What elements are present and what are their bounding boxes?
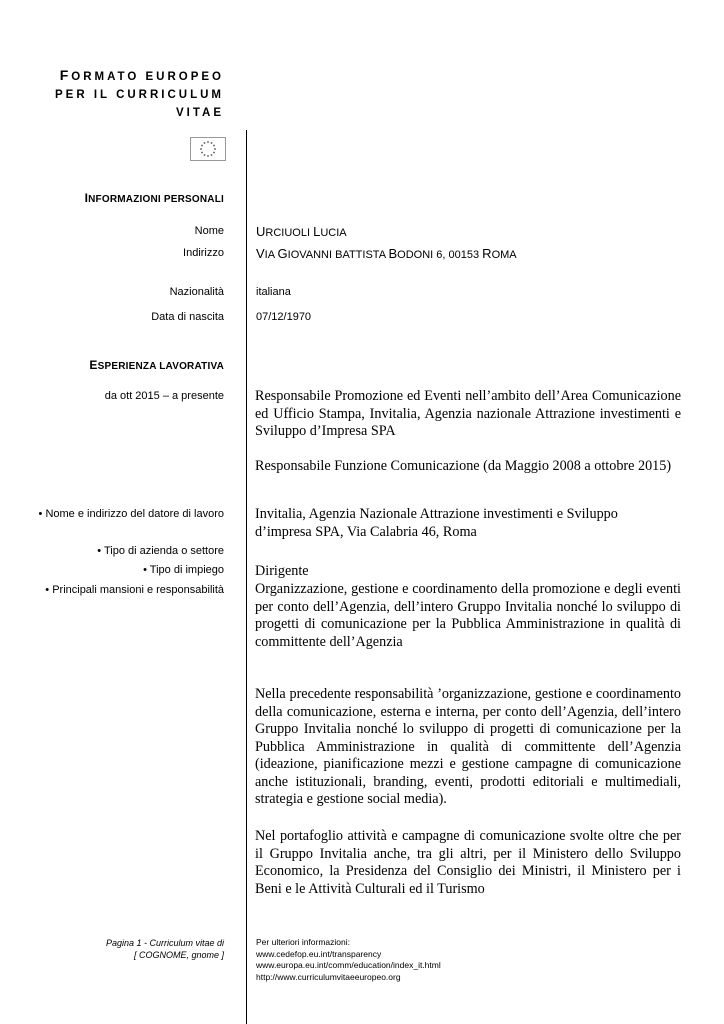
footer-link-cedefop[interactable]: www.cedefop.eu.int/transparency bbox=[256, 948, 382, 959]
footer-link-cv-europeo[interactable]: http://www.curriculumvitaeeuropeo.org bbox=[256, 971, 401, 982]
title-line-1: ORMATO EUROPEO bbox=[71, 71, 224, 83]
name-value: URCIUOLI LUCIA bbox=[256, 224, 347, 239]
footer-page-info: Pagina 1 - Curriculum vitae di [ COGNOME, gnome ] bbox=[105, 938, 224, 960]
section-personal-info: INFORMAZIONI PERSONALI bbox=[84, 191, 224, 205]
nationality-value: italiana bbox=[256, 286, 291, 298]
nationality-label: Nazionalità bbox=[169, 286, 224, 298]
footer-links bbox=[256, 937, 441, 983]
company-type-label: • Tipo di azienda o settore bbox=[97, 545, 224, 557]
name-label: Nome bbox=[194, 225, 224, 237]
title-initial: F bbox=[59, 67, 72, 83]
role-previous: Responsabile Funzione Comunicazione (da Maggio 2008 a ottobre 2015) bbox=[255, 458, 672, 474]
address-label: Indirizzo bbox=[183, 247, 224, 259]
employer-value: Invitalia, Agenzia Nazionale Attrazione investimenti e Sviluppo d’impresa SPA, Via Calabria 46, Roma bbox=[255, 506, 618, 540]
duties-label: • Principali mansioni e responsabilità bbox=[45, 584, 224, 596]
job-type-value: Dirigente bbox=[255, 563, 309, 579]
birth-date-label: Data di nascita bbox=[151, 311, 224, 323]
title-line-2: PER IL CURRICULUM bbox=[55, 89, 224, 101]
eu-flag-icon bbox=[190, 137, 226, 161]
section-work-experience: ESPERIENZA LAVORATIVA bbox=[89, 358, 224, 372]
period-label: da ott 2015 – a presente bbox=[104, 390, 224, 402]
birth-date-value: 07/12/1970 bbox=[256, 311, 312, 323]
job-type-label: • Tipo di impiego bbox=[143, 564, 224, 576]
previous-responsibility: Nella precedente responsabilità ’organizzazione, gestione e coordinamento della comunicazione, esterna e interna, per conto dell’Agenzia, dell’intero Gruppo Invitalia nonché lo sviluppo di progetti di comunicazione per la Pubblica Amministrazione in qualità di committente dell’Agenzia (ideazione, pianificazione mezzi e gestione campagne di comunicazione anche istituzionali, branding, eventi, prodotti editoriali e multimediali, strategia e gestione social media). bbox=[255, 686, 681, 807]
column-divider bbox=[246, 130, 247, 1024]
role-current: Responsabile Promozione ed Eventi nell’ambito dell’Area Comunicazione ed Ufficio Stampa, Invitalia, Agenzia nazionale Attrazione investimenti e Sviluppo d’Impresa SPA bbox=[255, 388, 681, 439]
portfolio-text: Nel portafoglio attività e campagne di comunicazione svolte oltre che per il Gruppo Invitalia anche, tra gli altri, per il Ministero dello Sviluppo Economico, la Presidenza del Consiglio dei Ministri, il Ministero per i Beni e le Attività Culturali ed il Turismo bbox=[255, 828, 681, 897]
footer-info-label: Per ulteriori informazioni: bbox=[256, 937, 351, 947]
title-line-3: VITAE bbox=[175, 107, 224, 119]
duties-value: Organizzazione, gestione e coordinamento della promozione e degli eventi per conto dell’Agenzia, dell’intero Gruppo Invitalia nonché lo sviluppo di progetti di comunicazione per la Pubblica Amministrazione in qualità di committente dell’Agenzia bbox=[255, 581, 681, 650]
cv-title bbox=[55, 66, 224, 122]
employer-label: • Nome e indirizzo del datore di lavoro bbox=[38, 508, 224, 520]
footer-link-europa[interactable]: www.europa.eu.int/comm/education/index_it.html bbox=[256, 960, 441, 970]
address-value: VIA GIOVANNI BATTISTA BODONI 6, 00153 ROMA bbox=[256, 246, 517, 261]
